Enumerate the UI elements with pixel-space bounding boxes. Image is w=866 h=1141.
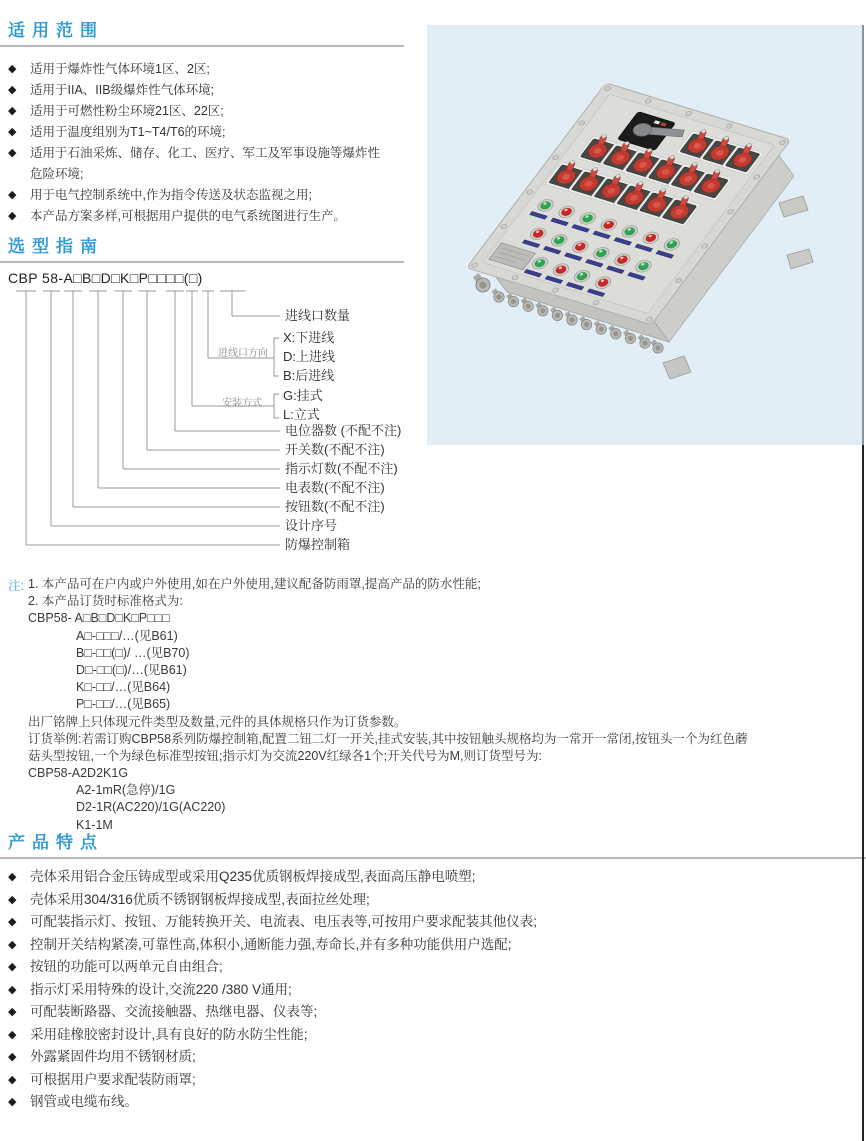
diamond-bullet-icon: ◆ — [8, 105, 17, 117]
features-title: 产品特点 — [8, 833, 104, 852]
feature-item-text: 指示灯采用特殊的设计,交流220 /380 V通用; — [30, 981, 292, 997]
section-underline — [0, 45, 404, 47]
diamond-bullet-icon: ◆ — [8, 938, 17, 951]
scope-item-text: 适用于可燃性粉尘环境21区、22区; — [30, 104, 224, 118]
features-list — [0, 866, 866, 1114]
scope-list — [0, 59, 404, 227]
section-underline — [0, 261, 404, 263]
scope-item — [0, 206, 404, 227]
note-line: P□-□□/…(见B65) — [76, 697, 171, 712]
diamond-bullet-icon: ◆ — [8, 1096, 17, 1108]
section-applicable-scope — [0, 20, 404, 227]
note-line: 1. 本产品可在户内或户外使用,如在户外使用,建议配备防雨罩,提高产品的防水性能; — [28, 577, 481, 591]
feature-item — [0, 1024, 866, 1047]
feature-item-text: 采用硅橡胶密封设计,具有良好的防水防尘性能; — [30, 1026, 308, 1042]
note-lines — [0, 570, 866, 834]
feature-item — [0, 979, 866, 1002]
feature-item-text: 按钮的功能可以两单元自由组合; — [30, 959, 223, 974]
scope-item-text: 用于电气控制系统中,作为指令传送及状态监视之用; — [30, 188, 312, 202]
feature-item-text: 钢管或电缆布线。 — [30, 1094, 138, 1109]
note-line: K1-1M — [76, 817, 113, 832]
feature-item-text: 控制开关结构紧凑,可靠性高,体积小,通断能力强,寿命长,并有多种功能供用户选配; — [30, 936, 512, 952]
diamond-bullet-icon: ◆ — [8, 1006, 17, 1018]
scope-item — [0, 80, 404, 101]
option-inlet-down: X:下进线 — [283, 330, 335, 345]
scope-item — [0, 59, 404, 80]
option-inlet-up: D:上进线 — [283, 349, 336, 364]
feature-item-text: 可根据用户要求配装防雨罩; — [30, 1071, 196, 1087]
note-line: 2. 本产品订货时标准格式为: — [28, 594, 183, 609]
label-product: 防爆控制箱 — [285, 537, 351, 552]
selection-title: 选型指南 — [8, 237, 104, 256]
option-mount-hanging: G:挂式 — [283, 388, 323, 403]
note-line: D2-1R(AC220)/1G(AC220) — [76, 800, 226, 815]
label-design-no: 设计序号 — [285, 518, 338, 533]
scope-header — [0, 20, 404, 47]
label-inlet-count: 进线口数量 — [285, 308, 351, 323]
diagram-lines — [0, 268, 427, 572]
feature-item — [0, 956, 866, 979]
note-line: B□-□□(□)/ …(见B70) — [76, 645, 190, 660]
section-selection-guide — [0, 236, 404, 263]
label-switches: 开关数(不配不注) — [285, 442, 385, 457]
product-photo-area — [427, 25, 864, 445]
diamond-bullet-icon: ◆ — [8, 189, 17, 201]
label-meters: 电表数(不配不注) — [285, 480, 385, 495]
feature-item — [0, 934, 866, 957]
diamond-bullet-icon: ◆ — [8, 1051, 17, 1063]
feature-item — [0, 911, 866, 934]
page-edge-line — [862, 445, 864, 1141]
scope-item — [0, 101, 404, 122]
features-header — [0, 832, 866, 859]
scope-item-text: 适用于温度组别为T1~T4/T6的环境; — [30, 125, 226, 139]
selection-header — [0, 236, 404, 263]
scope-item-continuation — [0, 164, 404, 185]
scope-item-text: 适用于爆炸性气体环境1区、2区; — [30, 62, 210, 76]
label-buttons: 按钮数(不配不注) — [285, 499, 385, 514]
note-line: K□-□□/…(见B64) — [76, 680, 171, 695]
diamond-bullet-icon: ◆ — [8, 983, 17, 996]
feature-item-text: 可配装指示灯、按钮、万能转换开关、电流表、电压表等,可按用户要求配装其他仪表; — [30, 914, 538, 929]
note-line: D□-□□(□)/…(见B61) — [76, 662, 187, 677]
option-inlet-rear: B:后进线 — [283, 368, 335, 383]
feature-item — [0, 866, 866, 889]
feature-item — [0, 1001, 866, 1024]
feature-item-text: 可配装断路器、交流接触器、热继电器、仪表等; — [30, 1004, 318, 1019]
note-line: 出厂铭牌上只体现元件类型及数量,元件的具体规格只作为订货参数。 — [28, 714, 407, 729]
product-photo-illustration — [427, 25, 862, 445]
diamond-bullet-icon: ◆ — [8, 871, 17, 883]
feature-item — [0, 1091, 866, 1114]
scope-title: 适用范围 — [8, 21, 104, 40]
diamond-bullet-icon: ◆ — [8, 63, 17, 75]
scope-item-text: 危险环境; — [30, 167, 84, 181]
diamond-bullet-icon: ◆ — [8, 84, 17, 96]
model-code: CBP 58-A□B□D□K□P□□□□(□) — [8, 270, 203, 286]
section-notes — [0, 570, 866, 834]
label-indicators: 指示灯数(不配不注) — [285, 461, 398, 476]
feature-item — [0, 889, 866, 912]
scope-item — [0, 143, 404, 164]
feature-item — [0, 1069, 866, 1092]
section-product-features — [0, 832, 866, 1114]
option-mount-upright: L:立式 — [283, 407, 320, 422]
scope-item-text: 本产品方案多样,可根据用户提供的电气系统图进行生产。 — [30, 209, 346, 223]
label-potentiometers: 电位器数 (不配不注) — [285, 423, 402, 438]
diamond-bullet-icon: ◆ — [8, 210, 17, 222]
note-line: 菇头型按钮,一个为绿色标准型按钮;指示灯为交流220V红绿各1个;开关代号为M,则订货型号为: — [28, 748, 542, 763]
diamond-bullet-icon: ◆ — [8, 893, 17, 906]
section-underline — [0, 857, 866, 859]
model-code-diagram — [0, 268, 427, 572]
scope-item — [0, 122, 404, 143]
diamond-bullet-icon: ◆ — [8, 916, 17, 928]
scope-item-text: 适用于IIA、IIB级爆炸性气体环境; — [30, 83, 215, 97]
scope-item — [0, 185, 404, 206]
note-line: CBP58-A2D2K1G — [28, 766, 129, 781]
note-line: A2-1mR(急停)/1G — [76, 783, 176, 798]
note-label: 注: — [8, 579, 24, 593]
scope-item-text: 适用于石油采炼、储存、化工、医疗、军工及军事设施等爆炸性 — [30, 146, 381, 160]
label-mounting: 安装方式 — [222, 398, 262, 409]
diamond-bullet-icon: ◆ — [8, 1073, 17, 1086]
feature-item-text: 外露紧固件均用不锈钢材质; — [30, 1049, 196, 1064]
diamond-bullet-icon: ◆ — [8, 1028, 17, 1041]
label-inlet-direction: 进线口方向 — [218, 348, 268, 359]
note-line: CBP58- A□B□D□K□P□□□ — [28, 611, 170, 626]
feature-item — [0, 1046, 866, 1069]
diamond-bullet-icon: ◆ — [8, 961, 17, 973]
feature-item-text: 壳体采用铝合金压铸成型或采用Q235优质钢板焊接成型,表面高压静电喷塑; — [30, 869, 476, 884]
feature-item-text: 壳体采用304/316优质不锈钢钢板焊接成型,表面拉丝处理; — [30, 891, 370, 907]
note-line: A□-□□□/…(见B61) — [76, 628, 178, 643]
diamond-bullet-icon: ◆ — [8, 147, 17, 159]
diamond-bullet-icon: ◆ — [8, 126, 17, 138]
note-line: 订货举例:若需订购CBP58系列防爆控制箱,配置二钮二灯一开关,挂式安装,其中按钮触头规格均为一常开一常闭,按钮头一个为红色蘑 — [28, 731, 748, 746]
